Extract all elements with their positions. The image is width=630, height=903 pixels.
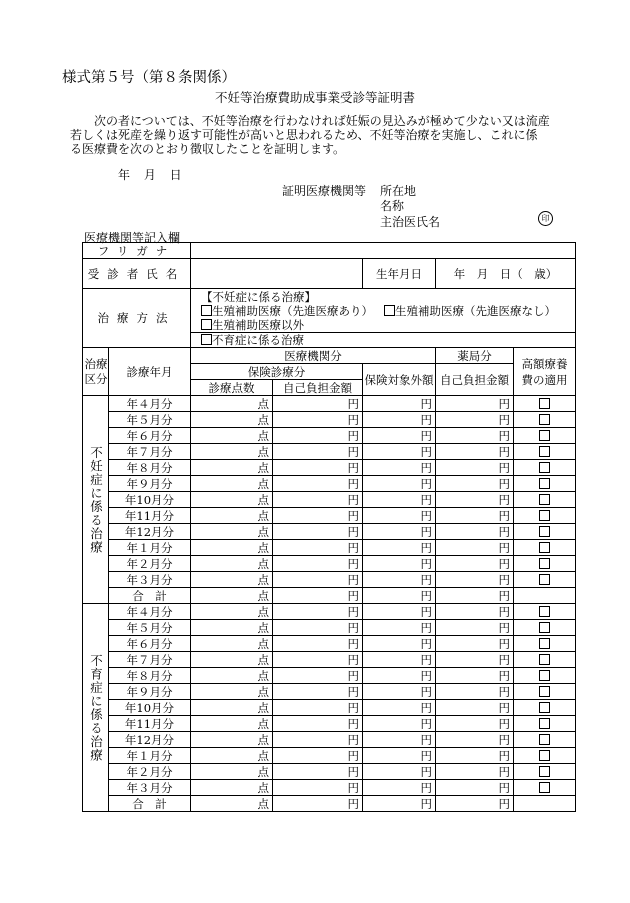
high-cost-checkbox[interactable] xyxy=(539,718,550,729)
pharmacy-copay-cell[interactable]: 円 xyxy=(436,780,514,796)
high-cost-checkbox-cell xyxy=(514,700,576,716)
high-cost-checkbox-cell xyxy=(514,764,576,780)
points-cell[interactable]: 点 xyxy=(191,524,273,540)
high-cost-checkbox-cell xyxy=(514,748,576,764)
points-cell[interactable]: 点 xyxy=(191,572,273,588)
option-label-art-with-advanced: 生殖補助医療（先進医療あり） xyxy=(212,303,373,318)
seal-mark: 印 xyxy=(538,211,553,226)
month-cell: 年４月分 xyxy=(109,604,191,620)
pharmacy-copay-cell[interactable]: 円 xyxy=(436,556,514,572)
high-cost-checkbox-cell xyxy=(514,652,576,668)
section-label: 医療機関等記入欄 xyxy=(84,231,181,245)
table-row xyxy=(83,460,576,476)
non-insured-cell[interactable]: 円 xyxy=(363,652,436,668)
high-cost-checkbox[interactable] xyxy=(539,574,550,585)
total-copay-cell[interactable]: 円 xyxy=(273,588,363,604)
category-header: 治療区分 xyxy=(83,348,109,396)
total-label: 合 計 xyxy=(109,796,191,812)
table-row xyxy=(83,620,576,636)
total-points-cell[interactable]: 点 xyxy=(191,588,273,604)
copay-cell[interactable]: 円 xyxy=(273,604,363,620)
pharmacy-copay-cell[interactable]: 円 xyxy=(436,396,514,412)
high-cost-checkbox[interactable] xyxy=(539,414,550,425)
copay-cell[interactable]: 円 xyxy=(273,620,363,636)
document-title: 不妊等治療費助成事業受診等証明書 xyxy=(214,90,415,105)
points-cell[interactable]: 点 xyxy=(191,508,273,524)
copay-cell[interactable]: 円 xyxy=(273,668,363,684)
month-cell: 年１月分 xyxy=(109,748,191,764)
high-cost-checkbox[interactable] xyxy=(539,782,550,793)
total-non-insured-cell[interactable]: 円 xyxy=(363,588,436,604)
non-insured-cell[interactable]: 円 xyxy=(363,604,436,620)
month-cell: 年７月分 xyxy=(109,444,191,460)
points-cell[interactable]: 点 xyxy=(191,476,273,492)
non-insured-cell[interactable]: 円 xyxy=(363,748,436,764)
category-cell: 不妊症に係る治療 xyxy=(83,396,109,604)
method-options-row-2 xyxy=(201,318,575,332)
furigana-label: フリガナ xyxy=(83,243,191,259)
high-cost-header: 高額療養費の適用 xyxy=(514,348,576,396)
copay-cell[interactable]: 円 xyxy=(273,428,363,444)
high-cost-checkbox[interactable] xyxy=(539,750,550,761)
total-high-cost-cell xyxy=(514,588,576,604)
non-insured-cell[interactable]: 円 xyxy=(363,668,436,684)
month-cell: 年３月分 xyxy=(109,572,191,588)
copay-cell[interactable]: 円 xyxy=(273,780,363,796)
high-cost-checkbox-cell xyxy=(514,508,576,524)
table-row xyxy=(83,668,576,684)
table-row xyxy=(83,748,576,764)
high-cost-checkbox-cell xyxy=(514,620,576,636)
non-insured-cell[interactable]: 円 xyxy=(363,700,436,716)
non-insured-cell[interactable]: 円 xyxy=(363,428,436,444)
pharmacy-copay-cell[interactable]: 円 xyxy=(436,492,514,508)
table-row xyxy=(83,684,576,700)
header-row-1 xyxy=(83,348,576,364)
patient-name-field[interactable] xyxy=(191,259,363,289)
copay-cell[interactable]: 円 xyxy=(273,652,363,668)
table-row xyxy=(83,780,576,796)
issue-date[interactable]: 年 月 日 xyxy=(118,168,182,182)
pharmacy-copay-cell[interactable]: 円 xyxy=(436,748,514,764)
high-cost-checkbox[interactable] xyxy=(539,622,550,633)
pharmacy-copay-header: 自己負担金額 xyxy=(436,364,514,396)
pharmacy-copay-cell[interactable]: 円 xyxy=(436,540,514,556)
high-cost-checkbox[interactable] xyxy=(539,478,550,489)
pharmacy-copay-cell[interactable]: 円 xyxy=(436,700,514,716)
points-cell[interactable]: 点 xyxy=(191,540,273,556)
month-cell: 年９月分 xyxy=(109,476,191,492)
patient-name-label: 受診者氏名 xyxy=(83,259,191,289)
copay-cell[interactable]: 円 xyxy=(273,476,363,492)
points-cell[interactable]: 点 xyxy=(191,604,273,620)
high-cost-checkbox[interactable] xyxy=(539,398,550,409)
institution-header: 医療機関分 xyxy=(191,348,436,364)
non-insured-cell[interactable]: 円 xyxy=(363,732,436,748)
month-cell: 年６月分 xyxy=(109,428,191,444)
table-row xyxy=(83,428,576,444)
option-label-non-art: 生殖補助医療以外 xyxy=(212,317,304,332)
pharmacy-header: 薬局分 xyxy=(436,348,514,364)
pharmacy-copay-cell[interactable]: 円 xyxy=(436,428,514,444)
high-cost-checkbox-cell xyxy=(514,492,576,508)
month-cell: 年３月分 xyxy=(109,780,191,796)
non-insured-cell[interactable]: 円 xyxy=(363,764,436,780)
points-cell[interactable]: 点 xyxy=(191,700,273,716)
pharmacy-copay-cell[interactable]: 円 xyxy=(436,604,514,620)
copay-cell[interactable]: 円 xyxy=(273,716,363,732)
intro-line-1: 次の者については、不妊等治療を行わなければ妊娠の見込みが極めて少ない又は流産 xyxy=(94,114,550,128)
non-insured-cell[interactable]: 円 xyxy=(363,492,436,508)
high-cost-checkbox[interactable] xyxy=(539,558,550,569)
total-row xyxy=(83,588,576,604)
points-cell[interactable]: 点 xyxy=(191,492,273,508)
checkbox-recurrent-loss[interactable] xyxy=(201,334,212,345)
high-cost-checkbox-cell xyxy=(514,460,576,476)
month-cell: 年２月分 xyxy=(109,764,191,780)
copay-cell[interactable]: 円 xyxy=(273,556,363,572)
certifier-org-label: 証明医療機関等 xyxy=(282,184,367,198)
non-insured-cell[interactable]: 円 xyxy=(363,508,436,524)
points-cell[interactable]: 点 xyxy=(191,684,273,700)
table-row xyxy=(83,412,576,428)
high-cost-checkbox[interactable] xyxy=(539,702,550,713)
month-cell: 年２月分 xyxy=(109,556,191,572)
infertility-treatment-header: 【不妊症に係る治療】 xyxy=(201,289,316,304)
copay-cell[interactable]: 円 xyxy=(273,636,363,652)
option-label-recurrent-loss: 不育症に係る治療 xyxy=(212,332,304,347)
high-cost-checkbox-cell xyxy=(514,444,576,460)
month-cell: 年10月分 xyxy=(109,492,191,508)
pharmacy-copay-cell[interactable]: 円 xyxy=(436,652,514,668)
table-row xyxy=(83,396,576,412)
pharmacy-copay-cell[interactable]: 円 xyxy=(436,460,514,476)
high-cost-checkbox-cell xyxy=(514,428,576,444)
points-cell[interactable]: 点 xyxy=(191,780,273,796)
institution-name-label: 名称 xyxy=(380,199,405,213)
month-cell: 年１月分 xyxy=(109,540,191,556)
points-cell[interactable]: 点 xyxy=(191,764,273,780)
high-cost-checkbox-cell xyxy=(514,668,576,684)
non-insured-cell[interactable]: 円 xyxy=(363,716,436,732)
table-row xyxy=(83,636,576,652)
table-row xyxy=(83,540,576,556)
high-cost-checkbox[interactable] xyxy=(539,510,550,521)
patient-name-row xyxy=(83,259,576,289)
non-insured-cell[interactable]: 円 xyxy=(363,412,436,428)
intro-text xyxy=(70,114,582,156)
high-cost-checkbox[interactable] xyxy=(539,446,550,457)
non-insured-cell[interactable]: 円 xyxy=(363,444,436,460)
high-cost-checkbox[interactable] xyxy=(539,462,550,473)
non-insured-cell[interactable]: 円 xyxy=(363,572,436,588)
points-cell[interactable]: 点 xyxy=(191,556,273,572)
copay-cell[interactable]: 円 xyxy=(273,540,363,556)
non-insured-cell[interactable]: 円 xyxy=(363,396,436,412)
points-cell[interactable]: 点 xyxy=(191,412,273,428)
doctor-name-label: 主治医氏名 xyxy=(380,215,441,229)
checkbox-non-art[interactable] xyxy=(201,319,212,330)
pharmacy-copay-cell[interactable]: 円 xyxy=(436,636,514,652)
table-row xyxy=(83,732,576,748)
table-row xyxy=(83,572,576,588)
treatment-method-row xyxy=(83,289,576,348)
copay-cell[interactable]: 円 xyxy=(273,396,363,412)
pharmacy-copay-cell[interactable]: 円 xyxy=(436,620,514,636)
non-insured-cell[interactable]: 円 xyxy=(363,620,436,636)
table-row xyxy=(83,476,576,492)
copay-cell[interactable]: 円 xyxy=(273,748,363,764)
points-cell[interactable]: 点 xyxy=(191,636,273,652)
month-cell: 年９月分 xyxy=(109,684,191,700)
month-cell: 年７月分 xyxy=(109,652,191,668)
copay-cell[interactable]: 円 xyxy=(273,508,363,524)
table-row xyxy=(83,556,576,572)
table-row xyxy=(83,524,576,540)
total-pharmacy-copay-cell[interactable]: 円 xyxy=(436,588,514,604)
pharmacy-copay-cell[interactable]: 円 xyxy=(436,668,514,684)
non-insured-cell[interactable]: 円 xyxy=(363,524,436,540)
high-cost-checkbox-cell xyxy=(514,780,576,796)
pharmacy-copay-cell[interactable]: 円 xyxy=(436,572,514,588)
high-cost-checkbox-cell xyxy=(514,572,576,588)
pharmacy-copay-cell[interactable]: 円 xyxy=(436,508,514,524)
copay-cell[interactable]: 円 xyxy=(273,700,363,716)
high-cost-checkbox[interactable] xyxy=(539,542,550,553)
points-cell[interactable]: 点 xyxy=(191,460,273,476)
copay-cell[interactable]: 円 xyxy=(273,732,363,748)
month-cell: 年12月分 xyxy=(109,732,191,748)
copay-cell[interactable]: 円 xyxy=(273,444,363,460)
points-cell[interactable]: 点 xyxy=(191,748,273,764)
total-non-insured-cell[interactable]: 円 xyxy=(363,796,436,812)
points-cell[interactable]: 点 xyxy=(191,668,273,684)
month-cell: 年10月分 xyxy=(109,700,191,716)
high-cost-checkbox-cell xyxy=(514,540,576,556)
pharmacy-copay-cell[interactable]: 円 xyxy=(436,684,514,700)
points-cell[interactable]: 点 xyxy=(191,444,273,460)
table-row xyxy=(83,764,576,780)
high-cost-checkbox[interactable] xyxy=(539,526,550,537)
birth-date-label: 生年月日 xyxy=(363,259,436,289)
total-high-cost-cell xyxy=(514,796,576,812)
month-cell: 年11月分 xyxy=(109,716,191,732)
month-cell: 年４月分 xyxy=(109,396,191,412)
high-cost-checkbox[interactable] xyxy=(539,430,550,441)
month-cell: 年６月分 xyxy=(109,636,191,652)
non-insured-cell[interactable]: 円 xyxy=(363,636,436,652)
treatment-method-options xyxy=(191,289,576,348)
pharmacy-copay-cell[interactable]: 円 xyxy=(436,716,514,732)
method-options-row-1 xyxy=(201,304,575,318)
table-row xyxy=(83,700,576,716)
copay-cell[interactable]: 円 xyxy=(273,684,363,700)
high-cost-checkbox-cell xyxy=(514,476,576,492)
high-cost-checkbox[interactable] xyxy=(539,686,550,697)
non-insured-cell[interactable]: 円 xyxy=(363,540,436,556)
pharmacy-copay-cell[interactable]: 円 xyxy=(436,444,514,460)
high-cost-checkbox-cell xyxy=(514,396,576,412)
high-cost-checkbox-cell xyxy=(514,716,576,732)
high-cost-checkbox[interactable] xyxy=(539,494,550,505)
checkbox-art-without-advanced[interactable] xyxy=(384,305,395,316)
pharmacy-copay-cell[interactable]: 円 xyxy=(436,764,514,780)
month-cell: 年５月分 xyxy=(109,412,191,428)
total-copay-cell[interactable]: 円 xyxy=(273,796,363,812)
points-cell[interactable]: 点 xyxy=(191,428,273,444)
certificate-table xyxy=(82,242,576,812)
points-cell[interactable]: 点 xyxy=(191,396,273,412)
points-header: 診療点数 xyxy=(191,380,273,396)
pharmacy-copay-cell[interactable]: 円 xyxy=(436,524,514,540)
intro-line-3: る医療費を次のとおり徴収したことを証明します。 xyxy=(70,142,346,156)
high-cost-checkbox[interactable] xyxy=(539,766,550,777)
birth-date-field[interactable]: 年 月 日（ 歳） xyxy=(436,259,576,289)
furigana-row xyxy=(83,243,576,259)
furigana-field[interactable] xyxy=(191,243,576,259)
points-cell[interactable]: 点 xyxy=(191,716,273,732)
points-cell[interactable]: 点 xyxy=(191,652,273,668)
total-pharmacy-copay-cell[interactable]: 円 xyxy=(436,796,514,812)
table-row xyxy=(83,652,576,668)
high-cost-checkbox-cell xyxy=(514,684,576,700)
high-cost-checkbox[interactable] xyxy=(539,670,550,681)
month-cell: 年11月分 xyxy=(109,508,191,524)
non-insured-header: 保険対象外額 xyxy=(363,364,436,396)
non-insured-cell[interactable]: 円 xyxy=(363,460,436,476)
high-cost-checkbox[interactable] xyxy=(539,638,550,649)
non-insured-cell[interactable]: 円 xyxy=(363,476,436,492)
total-label: 合 計 xyxy=(109,588,191,604)
non-insured-cell[interactable]: 円 xyxy=(363,556,436,572)
method-options-row-3 xyxy=(191,332,575,347)
month-cell: 年５月分 xyxy=(109,620,191,636)
points-cell[interactable]: 点 xyxy=(191,620,273,636)
treatment-method-label: 治療方法 xyxy=(83,289,191,348)
copay-cell[interactable]: 円 xyxy=(273,492,363,508)
copay-cell[interactable]: 円 xyxy=(273,460,363,476)
total-points-cell[interactable]: 点 xyxy=(191,796,273,812)
total-row xyxy=(83,796,576,812)
high-cost-checkbox-cell xyxy=(514,412,576,428)
copay-cell[interactable]: 円 xyxy=(273,764,363,780)
month-header: 診療年月 xyxy=(109,348,191,396)
pharmacy-copay-cell[interactable]: 円 xyxy=(436,732,514,748)
table-row xyxy=(83,492,576,508)
month-cell: 年12月分 xyxy=(109,524,191,540)
high-cost-checkbox-cell xyxy=(514,524,576,540)
high-cost-checkbox-cell xyxy=(514,556,576,572)
table-row xyxy=(83,604,576,620)
copay-cell[interactable]: 円 xyxy=(273,524,363,540)
month-cell: 年８月分 xyxy=(109,460,191,476)
category-cell: 不育症に係る治療 xyxy=(83,604,109,812)
copay-header: 自己負担金額 xyxy=(273,380,363,396)
checkbox-art-with-advanced[interactable] xyxy=(201,305,212,316)
high-cost-checkbox[interactable] xyxy=(539,734,550,745)
high-cost-checkbox-cell xyxy=(514,604,576,620)
high-cost-checkbox[interactable] xyxy=(539,654,550,665)
points-cell[interactable]: 点 xyxy=(191,732,273,748)
table-row xyxy=(83,508,576,524)
copay-cell[interactable]: 円 xyxy=(273,572,363,588)
insured-header: 保険診療分 xyxy=(191,364,363,380)
location-label: 所在地 xyxy=(380,184,417,198)
non-insured-cell[interactable]: 円 xyxy=(363,780,436,796)
option-label-art-without-advanced: 生殖補助医療（先進医療なし） xyxy=(394,303,556,318)
table-row xyxy=(83,444,576,460)
month-cell: 年８月分 xyxy=(109,668,191,684)
copay-cell[interactable]: 円 xyxy=(273,412,363,428)
non-insured-cell[interactable]: 円 xyxy=(363,684,436,700)
form-number: 様式第５号（第８条関係） xyxy=(62,70,236,86)
table-row xyxy=(83,716,576,732)
high-cost-checkbox-cell xyxy=(514,636,576,652)
pharmacy-copay-cell[interactable]: 円 xyxy=(436,476,514,492)
high-cost-checkbox-cell xyxy=(514,732,576,748)
pharmacy-copay-cell[interactable]: 円 xyxy=(436,412,514,428)
high-cost-checkbox[interactable] xyxy=(539,606,550,617)
intro-line-2: 若しくは死産を繰り返す可能性が高いと思われるため、不妊等治療を実施し、これに係 xyxy=(70,128,538,142)
